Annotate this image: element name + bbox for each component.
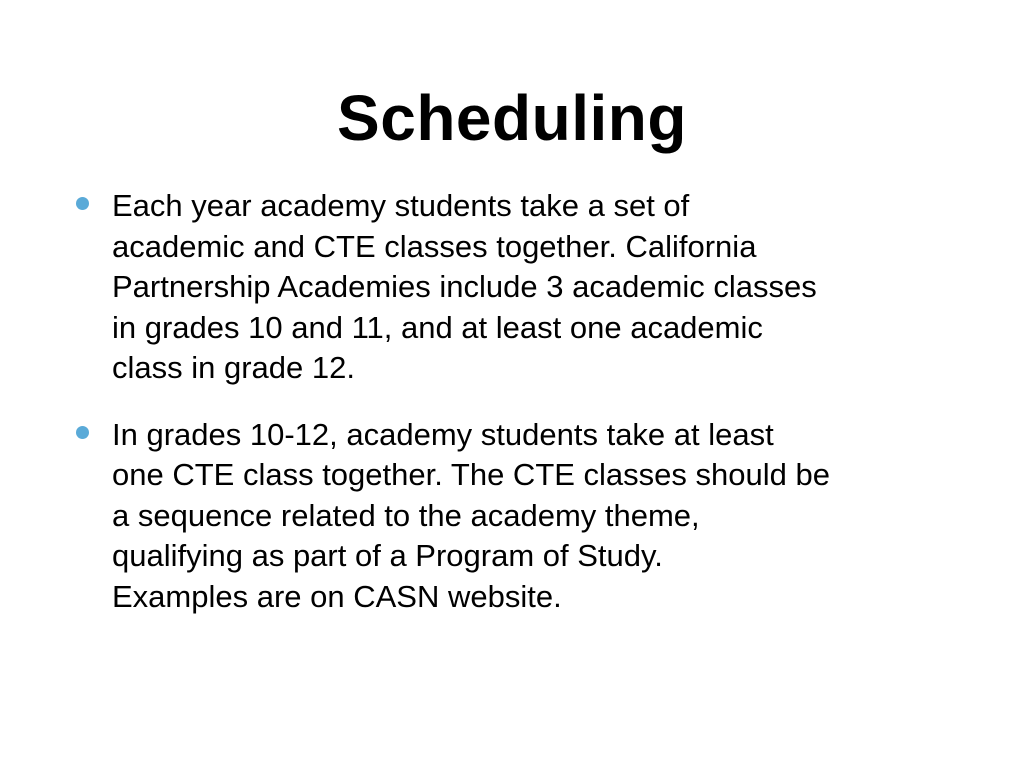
bullet-item — [74, 186, 954, 389]
slide-title: Scheduling — [337, 82, 687, 154]
bullet-dot-icon — [76, 426, 89, 439]
bullet-item — [74, 415, 954, 618]
bullet-list — [74, 186, 954, 643]
bullet-text: In grades 10-12, academy students take at least one CTE class together. The CTE classes should be a sequence related to the academy theme, qualifying as part of a Program of Study. Examples are on CASN website. — [112, 416, 830, 614]
bullet-dot-icon — [76, 197, 89, 210]
bullet-text: Each year academy students take a set of academic and CTE classes together. California Partnership Academies include 3 academic classes in grades 10 and 11, and at least one academic class in grade 12. — [112, 188, 817, 385]
